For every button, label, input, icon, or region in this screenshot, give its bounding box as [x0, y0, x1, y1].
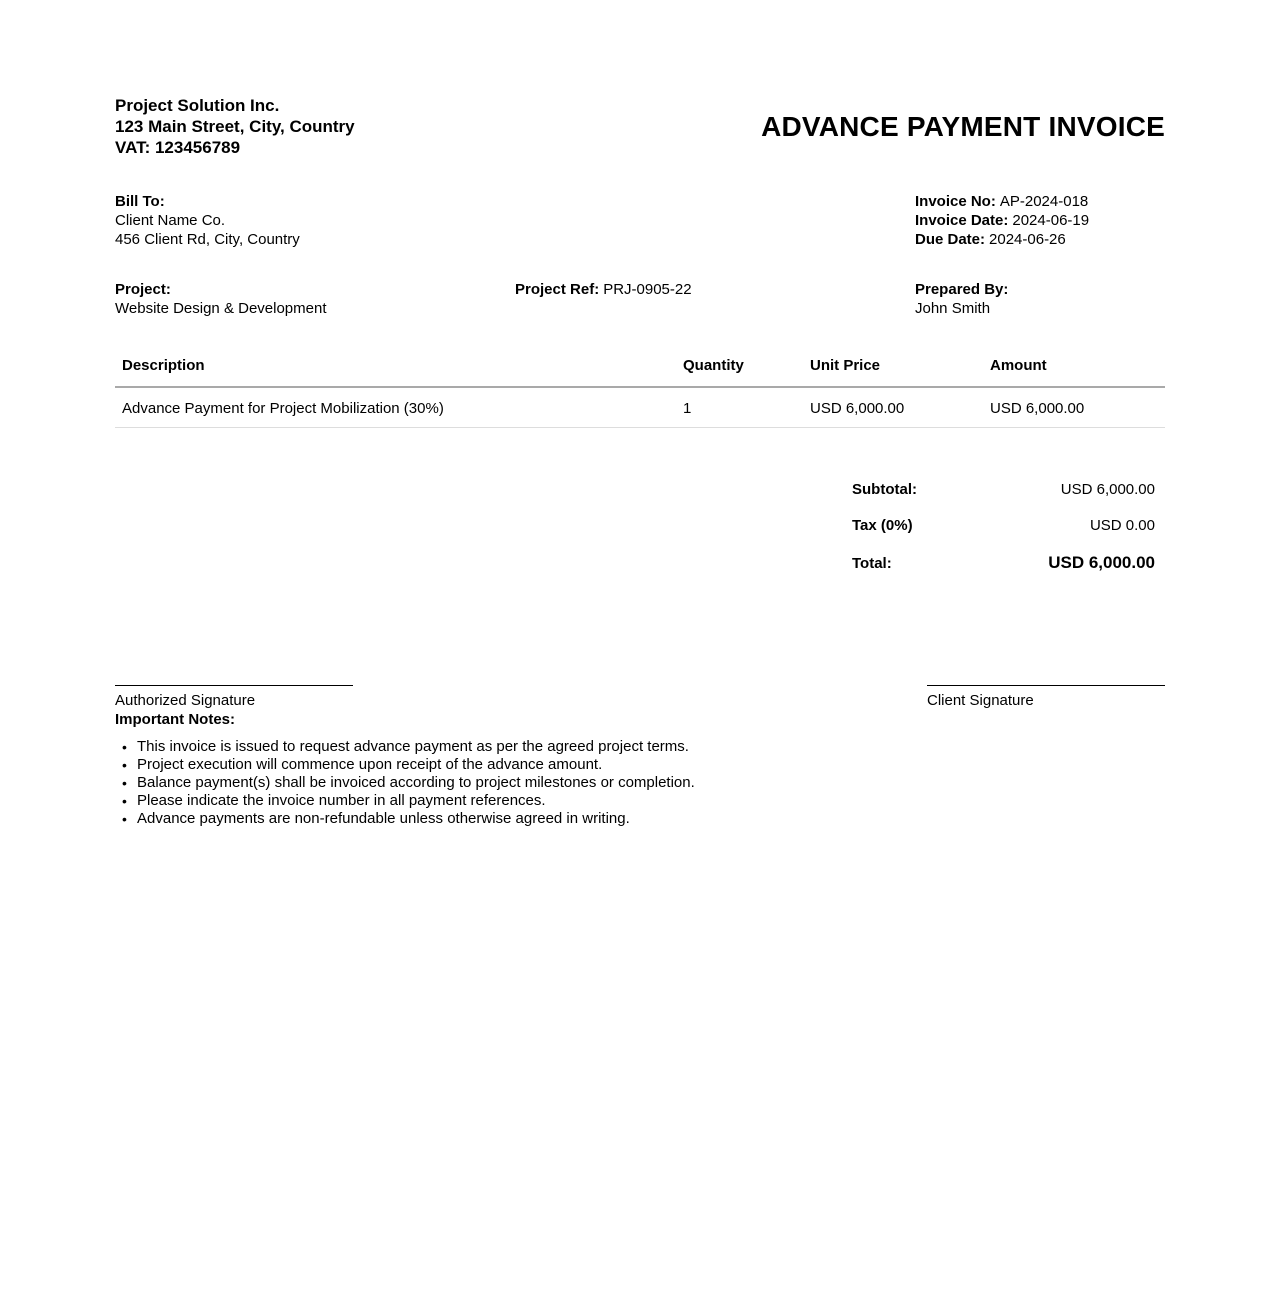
invoice-date-label: Invoice Date: [915, 212, 1009, 229]
invoice-no-line [915, 192, 1165, 211]
tax-row [852, 508, 1155, 544]
total-row [852, 544, 1155, 583]
header-amount: Amount [983, 351, 1165, 387]
table-row [115, 387, 1165, 428]
header-quantity: Quantity [676, 351, 803, 387]
company-name: Project Solution Inc. [115, 96, 280, 115]
authorized-signature-block [115, 685, 353, 710]
project-meta-row [115, 280, 1165, 318]
prepared-by-block [915, 280, 1165, 318]
list-item: • Please indicate the invoice number in all payment references. [115, 792, 1165, 810]
total-label: Total: [852, 555, 892, 572]
project-ref-value: PRJ-0905-22 [603, 281, 692, 298]
signatures-row [115, 685, 1165, 710]
notes-list [115, 738, 1165, 828]
list-item: • Project execution will commence upon receipt of the advance amount. [115, 756, 1165, 774]
tax-value: USD 0.00 [1089, 517, 1155, 534]
project-label: Project: [115, 281, 171, 298]
due-date-value: 2024-06-26 [989, 231, 1066, 248]
project-block [115, 280, 515, 318]
header-description: Description [115, 351, 676, 387]
bill-to-label: Bill To: [115, 193, 165, 210]
list-item: • Balance payment(s) shall be invoiced according to project milestones or completion. [115, 774, 1165, 792]
client-signature-label: Client Signature [927, 692, 1034, 709]
cell-description: Advance Payment for Project Mobilization (30%) [115, 387, 676, 428]
totals-block [852, 472, 1155, 583]
tax-label: Tax (0%) [852, 517, 913, 534]
client-signature-block [927, 685, 1165, 710]
subtotal-label: Subtotal: [852, 481, 917, 498]
invoice-date-line [915, 211, 1165, 230]
cell-quantity: 1 [676, 387, 803, 428]
header-unit-price: Unit Price [803, 351, 983, 387]
total-value: USD 6,000.00 [1048, 553, 1155, 572]
line-items-table [115, 351, 1165, 428]
invoice-meta-block [915, 192, 1165, 249]
bill-to-address: 456 Client Rd, City, Country [115, 231, 300, 248]
invoice-header [115, 95, 1165, 158]
table-header-row [115, 351, 1165, 387]
cell-amount: USD 6,000.00 [983, 387, 1165, 428]
list-item: • Advance payments are non-refundable unless otherwise agreed in writing. [115, 810, 1165, 828]
invoice-no-label: Invoice No: [915, 193, 996, 210]
project-ref-block [515, 280, 915, 318]
project-name: Website Design & Development [115, 300, 327, 317]
notes-heading: Important Notes: [115, 711, 235, 728]
prepared-by-label: Prepared By: [915, 281, 1009, 298]
due-date-label: Due Date: [915, 231, 986, 248]
company-block [115, 95, 355, 158]
company-vat: VAT: 123456789 [115, 138, 241, 157]
meta-spacer [515, 192, 915, 249]
authorized-signature-label: Authorized Signature [115, 692, 256, 709]
bill-to-name: Client Name Co. [115, 212, 226, 229]
notes-section [115, 710, 1165, 828]
list-item: • This invoice is issued to request advance payment as per the agreed project terms. [115, 738, 1165, 756]
billing-meta-row [115, 192, 1165, 249]
prepared-by-value: John Smith [915, 300, 991, 317]
cell-unit-price: USD 6,000.00 [803, 387, 983, 428]
invoice-date-value: 2024-06-19 [1012, 212, 1090, 229]
project-ref-label: Project Ref: [515, 281, 600, 298]
due-date-line [915, 230, 1165, 249]
page-title: ADVANCE PAYMENT INVOICE [761, 110, 1165, 142]
subtotal-row [852, 472, 1155, 508]
invoice-no-value: AP-2024-018 [999, 193, 1089, 210]
company-address: 123 Main Street, City, Country [115, 117, 355, 136]
bill-to-block [115, 192, 515, 249]
subtotal-value: USD 6,000.00 [1060, 481, 1155, 498]
